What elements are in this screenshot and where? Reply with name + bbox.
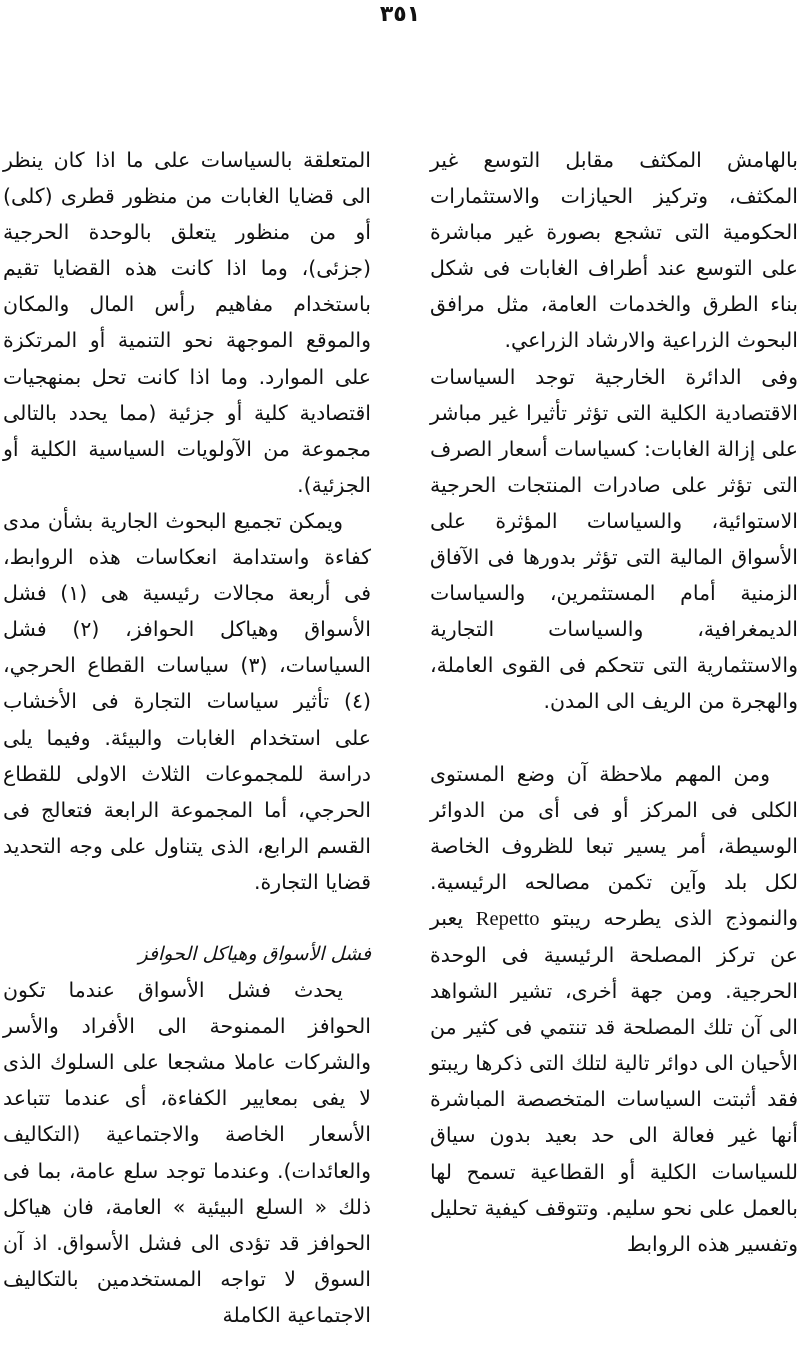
latin-name-repetto: Repetto bbox=[475, 907, 540, 930]
left-para-1: المتعلقة بالسياسات على ما اذا كان ينظر الى قضايا الغابات من منظور قطرى (كلى) أو من منظور يتعلق بالوحدة الحرجية (جزئى)، وما اذا كانت هذه القضايا تقيم باستخدام مفاهيم رأس المال والمكان والموقع الموجهة نحو التنمية أو المرتكزة على الموارد. وما اذا كانت تحل بمنهجيات اقتصادية كلية أو جزئية (مما يحدد بالتالى مجموعة من الآولويات السياسية الكلية أو الجزئية). bbox=[3, 148, 371, 497]
section-subheading: فشل الأسواق وهياكل الحوافز bbox=[138, 942, 371, 965]
right-column bbox=[430, 142, 798, 1262]
right-para-2 bbox=[430, 756, 798, 1262]
right-para-2-start: ومن المهم ملاحظة آن وضع المستوى الكلى فى المركز أو فى أى من الدوائر الوسيطة، أمر يسير تبعا للظروف الخاصة لكل بلد وآين تكمن مصالحه الرئيسية. والنموذج الذى يطرحه ريبتو bbox=[430, 761, 798, 930]
page-number: ٣٥١ bbox=[379, 2, 421, 27]
left-para-2: ويمكن تجميع البحوث الجارية بشأن مدى كفاءة واستدامة انعكاسات هذه الروابط، فى أربعة مجالات رئيسية هى (١) فشل الأسواق وهياكل الحوافز، (٢) فشل السياسات، (٣) سياسات القطاع الحرجي، (٤) تأثير سياسات التجارة فى الأخشاب على استخدام الغابات والبيئة. وفيما يلى دراسة للمجموعات الثلاث الاولى للقطاع الحرجي، أما المجموعة الرابعة فتعالج فى القسم الرابع، الذى يتناول على وجه التحديد قضايا التجارة. bbox=[3, 508, 371, 894]
bullet-item bbox=[430, 359, 798, 720]
right-para-2-end: يعبر عن تركز المصلحة الرئيسية فى الوحدة الحرجية. ومن جهة أخرى، تشير الشواهد الى آن تلك المصلحة قد تنتمي فى كثير من الأحيان الى دوائر تالية لتلك التى ذكرها ريبتو فقد أثبتت السياسات المتخصصة المباشرة أنها غير فعالة الى حد بعيد بدون سياق للسياسات الكلية أو القطاعية تسمح لها بالعمل على نحو سليم. وتتوقف كيفية تحليل وتفسير هذه الروابط bbox=[430, 905, 798, 1256]
right-para-1: بالهامش المكثف مقابل التوسع غير المكثف، وتركيز الحيازات والاستثمارات الحكومية التى تشجع بصورة غير مباشرة على التوسع عند أطراف الغابات فى شكل بناء الطرق والخدمات العامة، مثل مرافق البحوث الزراعية والارشاد الزراعي. bbox=[430, 148, 798, 353]
bullet-text: وفى الدائرة الخارجية توجد السياسات الاقتصادية الكلية التى تؤثر تأثيرا غير مباشر على إزالة الغابات: كسياسات أسعار الصرف التى تؤثر على صادرات المنتجات الحرجية الاستوائية، والسياسات المؤثرة على الأسواق المالية التى تؤثر بدورها فى الآفاق الزمنية أمام المستثمرين، والسياسات الديمغرافية، والسياسات التجارية والاستثمارية التى تتحكم فى القوى العاملة، والهجرة من الريف الى المدن. bbox=[430, 364, 798, 714]
left-column bbox=[3, 142, 371, 1333]
left-para-3: يحدث فشل الأسواق عندما تكون الحوافز الممنوحة الى الأفراد والأسر والشركات عاملا مشجعا على السلوك الذى لا يفى بمعايير الكفاءة، أى عندما تتباعد الأسعار الخاصة والاجتماعية (التكاليف والعائدات). وعندما توجد سلع عامة، بما فى ذلك « السلع البيئية » العامة، فان هياكل الحوافز قد تؤدى الى فشل الأسواق. اذ آن السوق لا تواجه المستخدمين بالتكاليف الاجتماعية الكاملة bbox=[3, 978, 371, 1327]
